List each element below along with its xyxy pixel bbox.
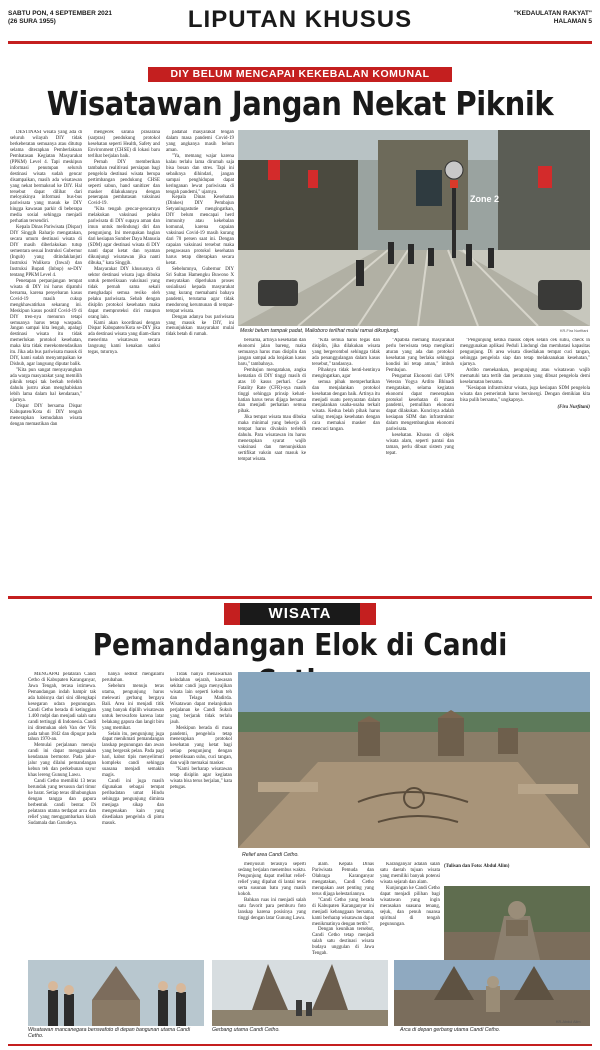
arca-statue-photo xyxy=(444,886,590,960)
section-title: LIPUTAN KHUSUS xyxy=(187,6,413,33)
paragraph: "Kita pun sangat menyayangkan ada warga masyarakat yang memilih piknik tetapi tak berkah terlebih dahulu justru akan menghabiskan lebih lama dalam hal kendaraan," ujarnya. xyxy=(10,368,82,403)
paragraph: Pihaknya tidak henti-hentinya mengingatkan, agar xyxy=(312,367,380,379)
section-divider xyxy=(8,596,592,599)
paragraph: "Kita semua harus tegas dan disiplin, jika dilakukan wisata yang bergerombol sehingga tidak ada penanggulangan dalam kasus tersebut," tandasnya. xyxy=(312,338,380,367)
paragraph: padahal masyarakat tengah dalam masa pandemi Covid-19 yang angkanya masih belum aman. xyxy=(166,130,234,153)
paragraph: Jika tempat wisata mau dibuka maka minimal yang bekerja di tempat harus divaksin terlebih dahulu. Para wisatawan itu harus menerapkan syarat wajib vaksinasi dan menunjukkan sertifikat vaksin saat masuk ke tempat wisata. xyxy=(238,415,306,463)
paragraph: "Apabila memang masyarakat perlu berwisata tetap mengikuti aturan yang ada dan protokol kesehatan yang berlaku sehingga kondisi ini tetap aman," imbuh Pembajun. xyxy=(386,338,454,373)
paragraph: mengecek sarana prasarana (sarpras) pendukung protokol kesehatan seperti Health, Safety and Environment (CHSE) di lokasi baru terlihat berjalan baik. xyxy=(88,130,160,159)
paper-name: "KEDAULATAN RAKYAT" xyxy=(513,10,592,17)
article2-column-1 xyxy=(28,672,96,956)
javanese-date-line: (26 SURA 1955) xyxy=(8,18,56,25)
paragraph: Meskipun berada di masa pandemi, pengelola tetap menerapkan protokol kesehatan yang ketat bagi setiap pengunjung dengan pemeriksaan suhu, cuci tangan, dan wajib memakai masker. xyxy=(170,725,232,767)
paragraph: Ardito menekankan, pengunjung atau wisatawan wajib mematuhi tata tertib dan peraturan yang dibuat pengelola demi keselamatan bersama. xyxy=(460,367,590,385)
article2-headline: Pemandangan Elok di Candi xyxy=(92,628,508,663)
paragraph: Dengan adanya bus pariwisata yang masuk ke DIY, ini menunjukkan masyarakat mulai tidak betah di rumah. xyxy=(166,314,234,338)
malioboro-photo-credit: KR-Fira Nurfitani xyxy=(560,329,589,333)
paragraph: bersama, artinya kesehatan dan ekonomi jalan bareng, maka semuanya harus mau disiplin dan jangan sampai ada lonjakan kasus baru," tambahnya. xyxy=(238,338,306,367)
paragraph: Masyarakat DIY khususnya di sektor destinasi wisata juga dibuka untuk pemeriksaan vaksinasi yang tidak pernah sama sekali menghadapi semua resiko oleh pelaku pariwisata. Sebab dengan disiplin protokol kesehatan maka dapat memproteksi diri maupun orang lain. xyxy=(88,266,160,320)
article2-kicker: WISATA xyxy=(268,605,332,622)
article1-column-2 xyxy=(88,130,160,590)
page-number: HALAMAN 5 xyxy=(553,18,592,25)
paragraph: Penetapan perpanjangan tempat wisata di DIY ini harus dipatuhi bersama, karena penyebaran kasus Covid-19 masih cukup mengkhawatirkan sekarang ini. Meskipun kasus positif Covid-19 di DIY tren-nya menurun tetapi semuanya harus tetap waspada. Jangan sampai kita lengah, apalagi destinasi wisata itu tidak memerlukan protokol kesehatan, maka kita tidak merekomendasikan itu. Jika ada bus pariwisata masuk di DIY, kami sudah menyampaikan ke Dishub, agar langsung diputar balik. xyxy=(10,278,82,368)
gate-photo-caption: Gerbang utama Candi Cetho. xyxy=(212,1027,280,1033)
tourists-photo xyxy=(28,960,204,1026)
paragraph: menyusuri terasnya seperti sedang berjalan menembus waktu. Pengunjung dapat melihat relief-relief yang dipahat di lantai teras serta susunan batu yang masih kokoh. xyxy=(238,862,306,897)
article2-signature-block xyxy=(444,862,590,884)
paragraph: Candi ini juga masih digunakan sebagai tempat peribadatan umat Hindu sehingga pengunjung diminta menjaga sikap dan mengenakan kain yang disediakan pengelola di pintu masuk. xyxy=(102,779,164,826)
paragraph: DESTINASI wisata yang ada di seluruh wilayah DIY tidak berkeberatan semuanya atau ditutup selama diterapkan Pemberlakuan Pembatasan Kegiatan Masyarakat (PPKM) Level 4. Tapi meskipun informasi penutupan seluruh destinasi wisata sudah gencar disampaikan, masih ada wisatawan yang nekat bermaksud ke DIY. Hal tersebut dapat dilihat dari meloyakinya informasi bus-bus pariwisata yang masuk ke DIY hingga kawasan parkir di beberapa media sosial sehingga menjadi perhatian tersendiri. xyxy=(10,130,82,225)
paragraph: Kepala Dinas Pariwisata (Dispar) DIY Singgih Raharjo mengatakan, secara umum destinasi wisata di DIY masih diberlakukan tutup sementara sesuai Instruksi Gubernur (Ingub) yang ditindaklanjuti Instruksi Walikota (Inwal) dan Instruksi Bupati (Inbup) se-DIY tentang PPKM Level 4. xyxy=(10,225,82,278)
statue-photo-caption: Arca di depan gerbang utama Candi Cetho. xyxy=(400,1027,501,1033)
article1-headline: Wisatawan Jangan Nekat Piknik xyxy=(46,84,554,123)
article1-column-5 xyxy=(312,338,380,590)
article2-column-3 xyxy=(170,672,232,956)
malioboro-photo-caption: Meski belum tampak padat, Malioboro terlihat mulai ramai dikunjungi. xyxy=(240,328,400,334)
paragraph: Sebelum menuju teras utama, pengunjung harus melewati gerbang bergaya Bali. Area ini menjadi titik yang banyak dipilih wisatawan untuk berswafoto karena latar belakang gapura dan langit biru yang memikat. xyxy=(102,683,164,731)
paper-block xyxy=(514,10,592,26)
malioboro-photo xyxy=(238,130,590,326)
kicker-accent-right xyxy=(360,603,376,625)
malioboro-street-illustration xyxy=(238,130,590,326)
article1-column-7 xyxy=(460,338,590,590)
gate-illustration xyxy=(212,960,388,1026)
paragraph: Kami akan koordinasi dengan Dispar Kabupaten/Kota se-DIY jika ada destinasi wisata yang diam-diam menerima wisatawan secara langsung kami kenakan sanksi tegas, tuturnya. xyxy=(88,320,160,356)
paragraph: Pernah DIY memberikan tambahan realitivasi persiapan bagi pengelola destinasi wisata berupa pertimbangan pendukung CHSE seperti sabun, hand sanitizer dan masker dilakukannya dengan penerapan pembatasan vaksinasi Covid-19. xyxy=(88,159,160,207)
paragraph: Bahkan ruas ini menjadi salah satu favorit para pemburu foto lanskap karena posisinya yang tinggi dengan latar Gunung Lawu. xyxy=(238,897,306,921)
paragraph: Kunjungan ke Candi Cetho dapat menjadi pilihan bagi wisatawan yang ingin merasakan suasana tenang, sejuk, dan penuh nuansa spiritual di tengah pegunungan. xyxy=(380,885,440,927)
article2-column-5 xyxy=(312,862,374,958)
article2-column-2 xyxy=(102,672,164,956)
candi-cetho-relief-photo xyxy=(238,672,590,848)
paragraph: "Pengunjung ketika masuk objek selain cek suhu, check in menggunakan aplikasi Peduli Lindungi dan membatasi kapasitas pengunjung. Di area wisata disediakan tempat cuci tangan, sehingga pengelola siap dan tetap melaksanakan kesehatan," ujarnya. xyxy=(460,338,590,367)
paragraph: "Kesiapan infrastruktur wisata, juga kesiapan SDM pengelola wisata dan pemerintah harus bersinergi. Dengan demikian kita bisa pulih bersama," ungkapnya. xyxy=(460,385,590,403)
masthead xyxy=(8,4,592,44)
paragraph: Karanganyar adalah salah satu daerah tujuan wisata yang memiliki banyak potensi wisata sejarah dan alam. xyxy=(380,862,440,885)
paragraph: "Ya, memang wajar karena kalau terlalu lama dirumah saja bisa bosan dan stres. Tapi ini sebaiknya dihindari, jangan sampai penghidupan dapat keringanan lewat pariwisata di tengah pandemi," ujarnya. xyxy=(166,153,234,195)
article2-column-6 xyxy=(380,862,440,958)
article1-column-3 xyxy=(166,130,234,590)
statue-illustration xyxy=(444,886,590,960)
paragraph: Candi Cetho memiliki 13 teras berundak yang tersusun dari timur ke barat. Setiap teras dihubungkan dengan tangga dan gapura berbentuk candi bentar. Di pelataran utama terdapat arca dan relief yang menggambarkan kisah Sudamala dan Garudeya. xyxy=(28,779,96,826)
zone-sign: Zone 2 xyxy=(470,194,500,204)
article1-column-4 xyxy=(238,338,306,590)
paragraph: Pengamat Ekonomi dari UPN Veteran Yogya Ardito Bhinadi mengatakan, selama kegiatan ekonomi dapat menerapkan protokol kesehatan di masa pandemi, pemulihan ekonomi dapat dilakukan. Kuncinya adalah kesiapan SDM dan infrastruktur dalam mengembangkan ekonomi pariwisata. xyxy=(386,373,454,433)
paragraph: Memulai perjalanan menuju candi ini dapat menggunakan kendaraan bermotor. Pada jalur-jalur yang dilalui pemandangan kebun teh dan perkebunan sayur khas lereng Gunung Lawu. xyxy=(28,743,96,779)
paragraph: Sebelumnya, Gubernur DIY Sri Sultan Hamengku Buwono X menyatakan diperlukan proses sosialisasi kepada masyarakat yang kurang memahami bahaya pandemi, terutama agar tidak mendorong kerumunan di tempat-tempat wisata. xyxy=(166,266,234,314)
relief-photo-caption: Relief area Candi Cetho. xyxy=(242,852,299,858)
paragraph: kesehatan. Khusus di objek wisata alam, seperti pantai dan taman, perlu dibuat sistem yang tepat. xyxy=(386,433,454,457)
kicker-accent-left xyxy=(224,603,240,625)
paragraph: semua pihak memperhatikan dan menjalankan protokol kesehatan dengan baik. Artinya itu menjadi suatu persyaratan dalam menjalankan usaha-usaha terkait wisata. Kedua belah pihak harus saling menjaga kesehatan dengan cara memakai masker dan mencuci tangan. xyxy=(312,379,380,433)
article1-column-6 xyxy=(386,338,454,590)
bottom-rule xyxy=(8,1044,592,1046)
paragraph: Tidak hanya menawarkan keindahan sejarah, kawasan sekitar candi juga menyajikan wisata lain seperti kebun teh dan Telaga Madirda. Wisatawan dapat melanjutkan perjalanan ke Candi Sukuh yang berjarak tidak terlalu jauh. xyxy=(170,672,232,725)
paragraph: Pembajun mengatakan, angka kematian di DIY tinggi masih di atas 10 kasus perhari. Case Fatality Rate (CFR)-nya masih tinggi sehingga prinsip kehati-hatian harus terus dijaga bersama dan menjadi perhatian semua pihak. xyxy=(238,367,306,415)
paragraph: "Kita tengah gencar-gencarnya melakukan vaksinasi pelaku pariwisata di DIY supaya aman dan imun untuk melindungi diri dan pengunjung. Ini merupakan bagian dari kesiapan Sumber Daya Manusia (SDM) agar destinasi wisata di DIY nanti dapat ketat dan nyaman dikunjungi wisatawan jika nanti dibuka," kata Singgih. xyxy=(88,207,160,266)
article1-column-1 xyxy=(10,130,82,590)
paragraph: Selain itu, pengunjung juga dapat menikmati pemandangan lanskap pegunungan dan awan yang bergerak pelan. Pada pagi hari, kabut tipis menyelimuti kompleks candi sehingga suasana menjadi semakin magis. xyxy=(102,731,164,779)
main-gate-photo xyxy=(212,960,388,1026)
article1-kicker: DIY BELUM MENCAPAI KEKEBALAN KOMUNAL xyxy=(148,67,452,82)
article2-column-4 xyxy=(238,862,306,958)
paragraph: MENGAPAI pelataran Candi Cetho di Kabupaten Karanganyar, Jawa Tengah, terasa istimewa. Pemandangan indah hampir tak ada habisnya dari sini dilengkapi kesegaran udara pegunungan. Candi Cetho berada di ketinggian 1.400 mdpl dan menjadi salah satu candi tertinggi di Indonesia. Candi ini ditemukan oleh Van der Vlis pada tahun 1842 dan dipugar pada tahun 1970-an. xyxy=(28,672,96,743)
paragraph: "Candi Cetho yang berada di Kabupaten Karanganyar ini menjadi kebanggaan bersama, kami berharap wisatawan dapat menikmatinya dengan tertib." xyxy=(312,897,374,927)
paragraph: Dengan keunikan tersebut, Candi Cetho tetap menjadi salah satu destinasi wisata budaya unggulan di Jawa Tengah. xyxy=(312,927,374,957)
article2-signature: (Tulisan dan Foto: Abdul Alim) xyxy=(444,864,510,869)
temple-relief-illustration xyxy=(238,672,590,848)
article1-signature: (Fira Nurfitani) xyxy=(557,405,590,411)
tourists-illustration xyxy=(28,960,204,1026)
date-line: SABTU PON, 4 SEPTEMBER 2021 xyxy=(8,10,113,17)
paragraph: "Kami berharap wisatawan tetap disiplin agar kegiatan wisata bisa terus berjalan," kata petugas. xyxy=(170,767,232,791)
paragraph: hanya sedikit mengalami perubahan. xyxy=(102,672,164,683)
paragraph: Dispar DIY bersama Dispar Kabupaten/Kota di DIY tengah menerapkan kemudahan wisata dengan memastikan dan xyxy=(10,403,82,427)
article2-photo-credit: KR-Abdul Alim xyxy=(556,1020,581,1024)
paragraph: Kepala Dinas Kesehatan (Dinkes) DIY Pembajun Setyaningastutie mengingatkan, DIY belum mencapai herd immunity atau kekebalan komunal, karena capaian vaksinasi Covid-19 masih kurang dari 70 persen saat ini. Dengan capaian vaksinasi tersebut maka pengawasan protokol kesehatan harus tetap diterapkan secara ketat. xyxy=(166,195,234,266)
paragraph: alam. Kepala Dinas Pariwisata Pemuda dan Olahraga Karanganyar mengatakan, Candi Cetho merupakan aset penting yang terus dijaga kelestariannya. xyxy=(312,862,374,897)
article2-kicker-box xyxy=(240,603,360,625)
tourists-photo-caption: Wisatawan mancanegara berswafoto di depan bangunan utama Candi Cetho. xyxy=(28,1027,191,1039)
gate-statue-illustration xyxy=(394,960,590,1026)
gate-statue-photo xyxy=(394,960,590,1026)
